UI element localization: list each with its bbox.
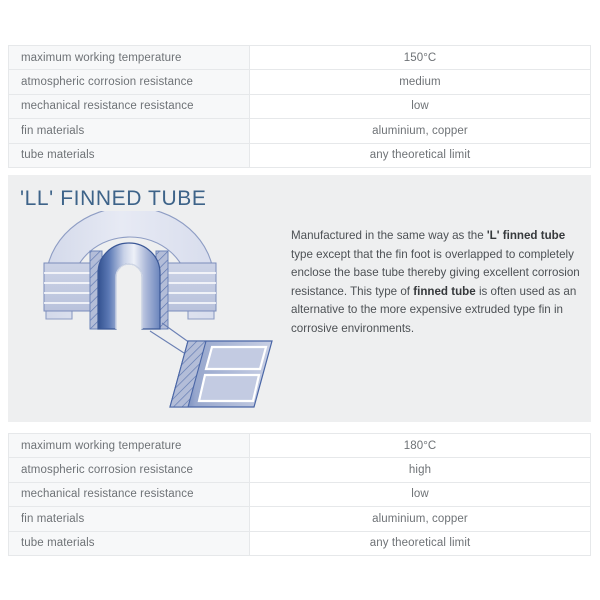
tube-bore-highlight: [116, 264, 142, 329]
table-row: [9, 507, 591, 531]
spec-table-bottom: [8, 433, 591, 556]
row-value: high: [250, 458, 591, 482]
row-value: low: [250, 482, 591, 506]
row-label: atmospheric corrosion resistance: [9, 70, 250, 94]
row-label: mechanical resistance resistance: [9, 482, 250, 506]
row-value: any theoretical limit: [250, 531, 591, 555]
base-tube: [98, 243, 160, 329]
spec-table-top: [8, 45, 591, 168]
panel-description: [291, 227, 583, 339]
table-row: [9, 46, 591, 70]
spec-table-top-body: [9, 46, 591, 168]
table-row: [9, 531, 591, 555]
table-row: [9, 119, 591, 143]
row-label: maximum working temperature: [9, 434, 250, 458]
row-value: medium: [250, 70, 591, 94]
paragraph-bold-2: finned tube: [413, 284, 476, 298]
row-label: fin materials: [9, 119, 250, 143]
row-label: mechanical resistance resistance: [9, 94, 250, 118]
table-row: [9, 94, 591, 118]
row-label: tube materials: [9, 143, 250, 167]
finned-tube-feature-panel: [8, 175, 591, 422]
page-title: 'LL' FINNED TUBE: [20, 187, 207, 210]
row-label: tube materials: [9, 531, 250, 555]
row-value: aluminium, copper: [250, 119, 591, 143]
table-row: [9, 482, 591, 506]
table-row: [9, 434, 591, 458]
table-row: [9, 70, 591, 94]
table-row: [9, 143, 591, 167]
callout-detail: [170, 341, 272, 407]
row-value: low: [250, 94, 591, 118]
callout-leader-line-top: [162, 323, 190, 343]
paragraph-part-1: Manufactured in the same way as the: [291, 229, 487, 242]
row-label: atmospheric corrosion resistance: [9, 458, 250, 482]
paragraph-part-2: type except that the fin foot is overlapped to completely enclose the base tube thereby giving excellent corrosion resistance. This type of: [291, 247, 580, 298]
row-value: 180°C: [250, 434, 591, 458]
row-label: fin materials: [9, 507, 250, 531]
ll-finned-tube-cutaway-diagram: [38, 211, 288, 411]
callout-leader-line-bottom: [150, 331, 184, 353]
row-label: maximum working temperature: [9, 46, 250, 70]
row-value: any theoretical limit: [250, 143, 591, 167]
left-fin-stack: [44, 263, 96, 311]
row-value: aluminium, copper: [250, 507, 591, 531]
right-fin-stack: [162, 263, 216, 311]
paragraph-part-3: is often used as an alternative to the more expensive extruded type fin in corrosive environments.: [291, 284, 577, 335]
table-row: [9, 458, 591, 482]
row-value: 150°C: [250, 46, 591, 70]
spec-table-bottom-body: [9, 434, 591, 556]
paragraph-bold-1: 'L' finned tube: [486, 229, 566, 242]
